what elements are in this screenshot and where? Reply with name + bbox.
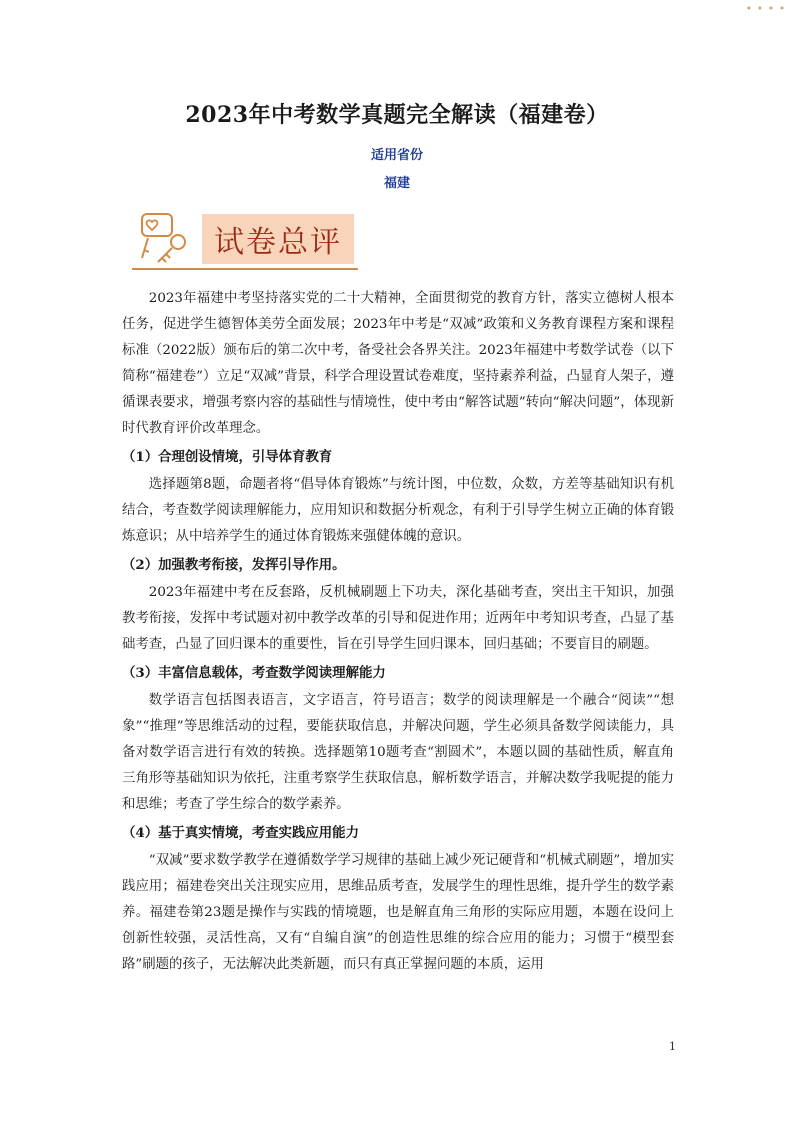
banner-label: 试卷总评 bbox=[202, 214, 354, 264]
section-body-4: “双减”要求数学教学在遵循数学学习规律的基础上减少死记硬背和“机械式刷题”，增加实践应用；福建卷突出关注现实应用，思维品质考查，发展学生的理性思维，提升学生的数学素养。福建卷第23题是操作与实践的情境题，也是解直角三角形的实际应用题，本题在设问上创新性较强，灵活性高，又有“自编自演”的创造性思维的综合应用的能力；习惯于“模型套路”刷题的孩子，无法解决此类新题，而只有真正掌握问题的本质，运用 bbox=[122, 853, 674, 972]
section-heading-1: （1）合理创设情境，引导体育教育 bbox=[122, 449, 333, 465]
page-title: 2023年中考数学真题完全解读（福建卷） bbox=[185, 102, 609, 128]
section-body-1: 选择题第8题，命题者将“倡导体育锻炼”与统计图，中位数，众数，方差等基础知识有机结合，考查数学阅读理解能力，应用知识和数据分析观念，有利于引导学生树立正确的体育锻炼意识；从中培养学生的通过体育锻炼来强健体魄的意识。 bbox=[122, 477, 674, 544]
banner-underline bbox=[132, 268, 358, 270]
page-number: 1 bbox=[669, 1040, 676, 1053]
subtitle-value: 福建 bbox=[383, 176, 410, 191]
corner-decoration: • • • • bbox=[745, 4, 786, 15]
keys-heart-icon bbox=[134, 208, 198, 268]
article-body bbox=[122, 286, 674, 978]
section-banner bbox=[132, 206, 358, 270]
section-heading-3: （3）丰富信息载体，考查数学阅读理解能力 bbox=[122, 665, 386, 681]
section-body-3: 数学语言包括图表语言，文字语言，符号语言；数学的阅读理解是一个融合“阅读”“想象”“推理”等思维活动的过程，要能获取信息，并解决问题，学生必须具备数学阅读能力，具备对数学语言进行有效的转换。选择题第10题考查“割圆术”，本题以圆的基础性质，解直角三角形等基础知识为依托，注重考察学生获取信息，解析数学语言，并解决数学我呢提的能力和思维；考查了学生综合的数学素养。 bbox=[122, 693, 674, 812]
section-heading-2: （2）加强教考衔接，发挥引导作用。 bbox=[122, 557, 346, 573]
section-body-2: 2023年福建中考在反套路，反机械刷题上下功夫，深化基础考查，突出主干知识，加强教考衔接，发挥中考试题对初中教学改革的引导和促进作用；近两年中考知识考查，凸显了基础考查，凸显了回归课本的重要性，旨在引导学生回归课本，回归基础；不要盲目的刷题。 bbox=[122, 585, 674, 652]
section-heading-4: （4）基于真实情境，考查实践应用能力 bbox=[122, 825, 359, 841]
subtitle-label: 适用省份 bbox=[370, 148, 423, 163]
intro-paragraph: 2023年福建中考坚持落实党的二十大精神，全面贯彻党的教育方针，落实立德树人根本任务，促进学生德智体美劳全面发展；2023年中考是“双减”政策和义务教育课程方案和课程标准（2022版）颁布后的第二次中考，备受社会各界关注。2023年福建中考数学试卷（以下简称“福建卷”）立足“双减”背景，科学合理设置试卷难度，坚持素养利益，凸显育人架子，遵循课表要求，增强考察内容的基础性与情境性，使中考由“解答试题”转向“解决问题”，体现新时代教育评价改革理念。 bbox=[122, 291, 674, 436]
